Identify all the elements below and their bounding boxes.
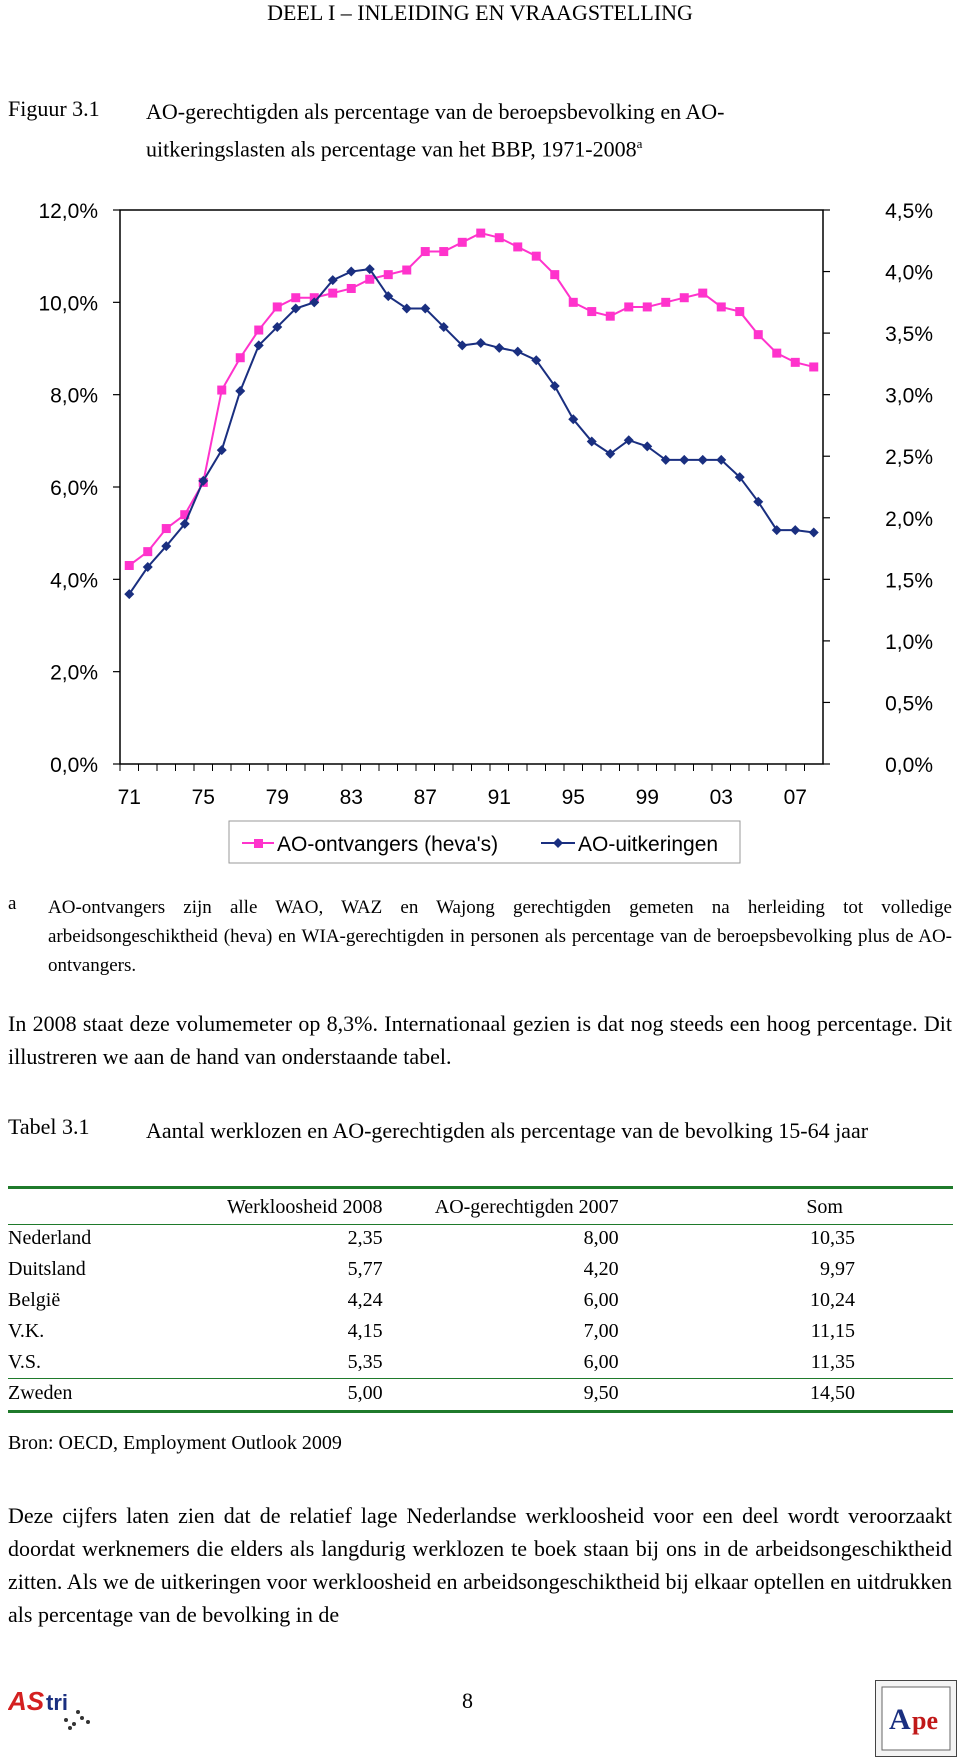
data-point-ao-uitkeringen (513, 347, 523, 357)
x-tick-label: 99 (635, 786, 659, 809)
table-cell-ao: 9,50 (583, 1382, 619, 1404)
legend (229, 821, 740, 863)
data-point-ao-ontvangers-heva-s (365, 275, 374, 284)
y-right-tick-label: 3,5% (885, 323, 933, 347)
table-cell-ao: 6,00 (583, 1351, 619, 1373)
comparison-table (8, 1192, 953, 1409)
y-left-tick-label: 6,0% (50, 477, 98, 500)
page-number: 8 (462, 1688, 473, 1713)
data-point-ao-ontvangers-heva-s (587, 307, 596, 316)
paragraph-body: Deze cijfers laten zien dat de relatief lage Nederlandse werkloosheid voor een deel wordt veroorzaakt doordat werknemers die elders als langdurig werklozen te boek staan bij ons in de arbeidsongeschiktheid zitten. Als we de uitkeringen voor werkloosheid en arbeidsongeschiktheid bij elkaar optellen en uitdrukken als percentage van de bevolking in de (8, 1503, 952, 1627)
data-point-ao-ontvangers-heva-s (680, 293, 689, 302)
legend-label-ao-ontvangers: AO-ontvangers (heva's) (277, 833, 499, 856)
x-tick-label: 83 (339, 786, 363, 809)
data-point-ao-ontvangers-heva-s (458, 238, 467, 247)
table-cell-country: Nederland (8, 1227, 92, 1249)
table-bottom-rule (8, 1410, 953, 1413)
table-header-country (8, 1192, 205, 1223)
table-cell-ao: 7,00 (583, 1320, 619, 1342)
series-line-ao-ontvangers-heva-s (129, 233, 814, 565)
data-point-ao-ontvangers-heva-s (476, 229, 485, 238)
data-point-ao-ontvangers-heva-s (236, 353, 245, 362)
x-tick-label: 03 (709, 786, 733, 809)
paragraph-intro: In 2008 staat deze volumemeter op 8,3%. Internationaal gezien is dat nog steeds een hoog percentage. Dit illustreren we aan de hand van onderstaande tabel. (8, 1011, 952, 1069)
table-cell-werkloosheid: 5,77 (347, 1258, 383, 1280)
y-left-tick-label: 12,0% (38, 200, 98, 223)
table-cell-werkloosheid: 2,35 (347, 1227, 383, 1249)
y-right-tick-label: 4,0% (885, 261, 933, 285)
table-cell-ao: 4,20 (583, 1258, 619, 1280)
y-right-tick-label: 4,5% (885, 200, 933, 223)
data-point-ao-ontvangers-heva-s (162, 524, 171, 533)
table-cell-country: Duitsland (8, 1258, 86, 1280)
data-point-ao-uitkeringen (790, 525, 800, 535)
data-point-ao-uitkeringen (698, 455, 708, 465)
legend-label-ao-uitkeringen: AO-uitkeringen (578, 833, 719, 856)
data-point-ao-ontvangers-heva-s (606, 312, 615, 321)
data-point-ao-ontvangers-heva-s (125, 561, 134, 570)
figure-caption (146, 96, 846, 165)
y-right-tick-label: 2,0% (885, 507, 933, 531)
x-tick-label: 91 (487, 786, 511, 809)
data-point-ao-ontvangers-heva-s (772, 349, 781, 358)
data-point-ao-uitkeringen (346, 267, 356, 277)
table-row (8, 1316, 953, 1347)
data-point-ao-ontvangers-heva-s (643, 302, 652, 311)
data-point-ao-ontvangers-heva-s (328, 289, 337, 298)
table-cell-som: 10,35 (810, 1227, 855, 1249)
svg-text:AS: AS (8, 1686, 45, 1716)
table-cell-werkloosheid: 5,00 (347, 1382, 383, 1404)
astri-logo (8, 1682, 98, 1732)
figure-caption-footnote-marker: a (636, 136, 643, 151)
x-tick-label: 07 (783, 786, 807, 809)
y-right-tick-label: 0,5% (885, 692, 933, 716)
svg-text:tri: tri (46, 1690, 68, 1715)
data-point-ao-ontvangers-heva-s (254, 326, 263, 335)
data-point-ao-ontvangers-heva-s (791, 358, 800, 367)
table-row (8, 1347, 953, 1378)
table-cell-werkloosheid: 4,24 (347, 1289, 383, 1311)
table-cell-country: V.S. (8, 1351, 41, 1373)
data-point-ao-ontvangers-heva-s (754, 330, 763, 339)
table-row (8, 1285, 953, 1316)
y-left-tick-label: 4,0% (50, 569, 98, 593)
y-left-tick-label: 2,0% (50, 661, 98, 685)
figure-caption-text: AO-gerechtigden als percentage van de beroepsbevolking en AO-uitkeringslasten als percentage van het BBP, 1971-2008 (146, 99, 725, 162)
table-row (8, 1378, 953, 1409)
data-point-ao-ontvangers-heva-s (717, 302, 726, 311)
table-cell-ao: 6,00 (583, 1289, 619, 1311)
data-point-ao-uitkeringen (217, 445, 227, 455)
ape-logo (875, 1680, 957, 1757)
data-point-ao-ontvangers-heva-s (550, 270, 559, 279)
data-point-ao-ontvangers-heva-s (495, 233, 504, 242)
data-point-ao-ontvangers-heva-s (569, 298, 578, 307)
footnote-marker: a (8, 893, 17, 914)
data-point-ao-ontvangers-heva-s (143, 547, 152, 556)
svg-text:A: A (889, 1703, 911, 1736)
line-chart (0, 190, 960, 880)
table-cell-country: Zweden (8, 1382, 73, 1404)
svg-text:pe: pe (912, 1706, 938, 1735)
table-cell-som: 14,50 (810, 1382, 855, 1404)
y-right-tick-label: 1,5% (885, 569, 933, 593)
data-point-ao-ontvangers-heva-s (402, 266, 411, 275)
x-tick-label: 87 (413, 786, 437, 809)
table-label: Tabel 3.1 (8, 1114, 90, 1139)
data-point-ao-uitkeringen (809, 528, 819, 538)
table-header-som: Som (806, 1196, 843, 1218)
y-right-tick-label: 1,0% (885, 630, 933, 654)
data-point-ao-uitkeringen (679, 455, 689, 465)
data-point-ao-ontvangers-heva-s (809, 362, 818, 371)
table-cell-som: 9,97 (820, 1258, 855, 1280)
table-header-ao-gerechtigden: AO-gerechtigden 2007 (434, 1196, 619, 1218)
data-point-ao-ontvangers-heva-s (698, 289, 707, 298)
data-point-ao-uitkeringen (476, 338, 486, 348)
table-cell-som: 10,24 (810, 1289, 855, 1311)
table-row (8, 1254, 953, 1285)
table-top-rule (8, 1186, 953, 1189)
data-point-ao-ontvangers-heva-s (532, 252, 541, 261)
footnote-text: AO-ontvangers zijn alle WAO, WAZ en Wajong gerechtigden gemeten na herleiding tot volledige arbeidsongeschiktheid (heva) en WIA-gerechtigden in personen als percentage van de beroepsbevolking plus de AO-ontvangers. (48, 897, 952, 976)
table-cell-country: België (8, 1289, 61, 1311)
y-right-tick-label: 0,0% (885, 754, 933, 777)
table-cell-country: V.K. (8, 1320, 45, 1342)
x-tick-label: 75 (191, 786, 215, 809)
y-left-tick-label: 10,0% (38, 292, 98, 316)
plot-area-border (120, 210, 823, 764)
table-cell-werkloosheid: 5,35 (347, 1351, 383, 1373)
data-point-ao-ontvangers-heva-s (273, 302, 282, 311)
table-source: Bron: OECD, Employment Outlook 2009 (8, 1432, 342, 1454)
data-point-ao-ontvangers-heva-s (384, 270, 393, 279)
data-point-ao-ontvangers-heva-s (347, 284, 356, 293)
table-cell-ao: 8,00 (583, 1227, 619, 1249)
data-point-ao-ontvangers-heva-s (291, 293, 300, 302)
y-right-tick-label: 3,0% (885, 384, 933, 408)
data-point-ao-ontvangers-heva-s (217, 386, 226, 395)
table-cell-som: 11,15 (810, 1320, 855, 1342)
table-header-werkloosheid: Werkloosheid 2008 (226, 1196, 383, 1218)
data-point-ao-uitkeringen (772, 525, 782, 535)
table-cell-werkloosheid: 4,15 (347, 1320, 383, 1342)
data-point-ao-ontvangers-heva-s (439, 247, 448, 256)
data-point-ao-ontvangers-heva-s (624, 302, 633, 311)
table-caption: Aantal werklozen en AO-gerechtigden als percentage van de bevolking 15-64 jaar (146, 1118, 869, 1143)
table-header-row (8, 1192, 953, 1223)
data-point-ao-ontvangers-heva-s (421, 247, 430, 256)
table-cell-som: 11,35 (810, 1351, 855, 1373)
legend-marker-ao-ontvangers (254, 839, 263, 848)
y-left-tick-label: 0,0% (50, 754, 98, 777)
page-header: DEEL I – INLEIDING EN VRAAGSTELLING (267, 0, 693, 25)
x-tick-label: 71 (117, 786, 141, 809)
y-left-tick-label: 8,0% (50, 384, 98, 408)
data-point-ao-uitkeringen (494, 343, 504, 353)
table-row (8, 1223, 953, 1254)
figure-label: Figuur 3.1 (8, 96, 100, 121)
data-point-ao-ontvangers-heva-s (513, 242, 522, 251)
data-point-ao-uitkeringen (235, 386, 245, 396)
x-tick-label: 79 (265, 786, 289, 809)
series-line-ao-uitkeringen (129, 269, 814, 594)
x-tick-label: 95 (561, 786, 585, 809)
y-right-tick-label: 2,5% (885, 446, 933, 470)
data-point-ao-ontvangers-heva-s (735, 307, 744, 316)
data-point-ao-ontvangers-heva-s (661, 298, 670, 307)
